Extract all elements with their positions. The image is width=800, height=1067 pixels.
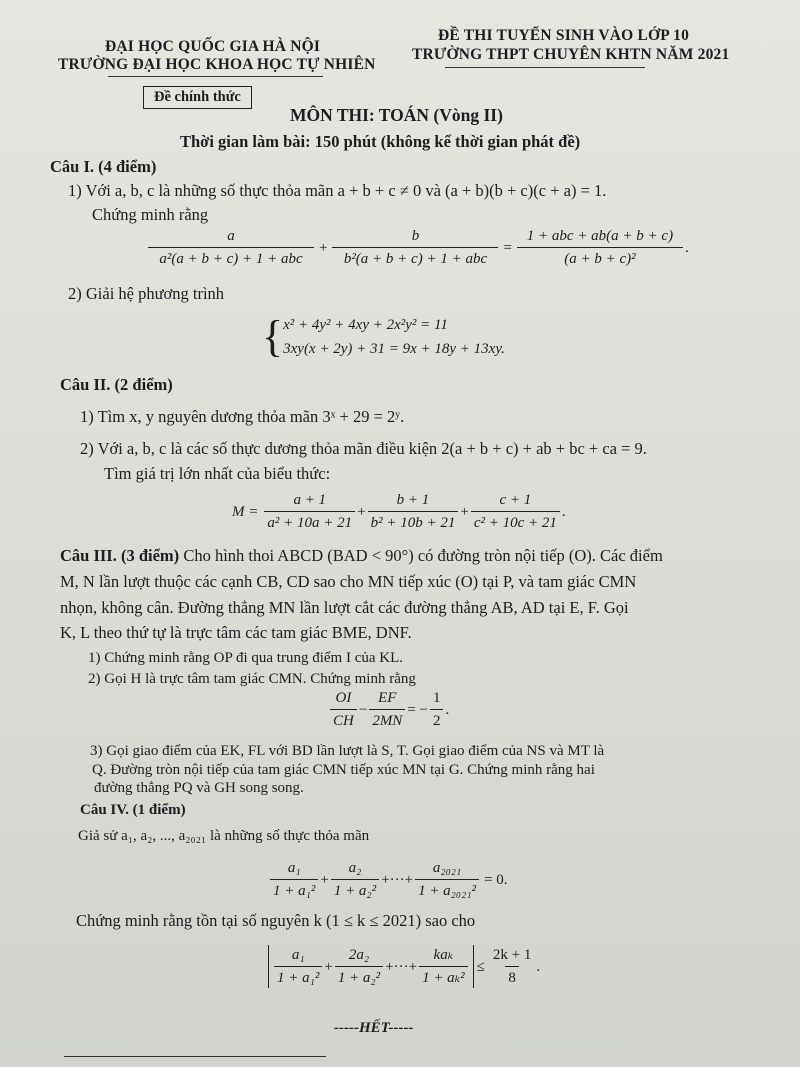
ineq-fraction-1: $\frac{\text{a₁}}{\text{1 + a₁²}}$ — [274, 945, 322, 988]
q3-line-3: nhọn, không cân. Đường thẳng MN lần lượt cắt các đường thẳng AB, AD tại E, F. Gọi — [60, 598, 629, 617]
question-1-title: Câu I. (4 điểm) — [50, 157, 157, 176]
subject-title: MÔN THI: TOÁN (Vòng II) — [290, 105, 503, 125]
sum-fraction-1: $\frac{\text{a₁}}{\text{1 + a₁²}}$ — [270, 858, 318, 901]
q2-part2-find: Tìm giá trị lớn nhất của biểu thức: — [104, 464, 331, 483]
q1-rhs-fraction: $\frac{\text{1 + abc + ab(a + b + c)}}{\text{(a + b + c)²}}$ — [517, 226, 683, 269]
time-limit: Thời gian làm bài: 150 phút (không kể thời gian phát đề) — [180, 132, 581, 151]
question-4-title: Câu IV. (1 điểm) — [80, 802, 186, 818]
q3-part3-line-2: Q. Đường tròn nội tiếp của tam giác CMN tiếp xúc MN tại G. Chứng minh rằng hai — [92, 762, 595, 778]
q3-line-4: K, L theo thứ tự là trực tâm các tam giác BME, DNF. — [60, 623, 412, 642]
sum-fraction-2: $\frac{\text{a₂}}{\text{1 + a₂²}}$ — [331, 858, 379, 901]
q1-identity: $\frac{a}{\text{a²(a + b + c) + 1 + abc}}$ + $\frac{b}{\text{b²(a + b + c) + 1 + abc}}$ = $\frac{\text{1 + abc + ab(a + b + c)}}{\text{(a + b + c)²}}$ . — [146, 226, 689, 269]
question-2-title: Câu II. (2 điểm) — [60, 375, 173, 394]
end-marker: -----HẾT----- — [334, 1020, 414, 1036]
exam-title: ĐỀ THI TUYỂN SINH VÀO LỚP 10 — [438, 27, 690, 44]
q1-system — [262, 313, 505, 361]
system-eq-1: x² + 4y² + 4xy + 2x²y² = 11 — [283, 317, 448, 333]
official-exam-box: Đề chính thức — [143, 86, 252, 109]
absolute-value: $\frac{\text{a₁}}{\text{1 + a₁²}}$ + $\frac{\text{2a₂}}{\text{1 + a₂²}}$ +···+ $\frac{\text{kaₖ}}{\text{1 + aₖ²}}$ — [268, 945, 474, 988]
q1-fraction-2: $\frac{b}{\text{b²(a + b + c) + 1 + abc}}$ — [332, 226, 498, 269]
q1-part2-intro: 2) Giải hệ phương trình — [68, 284, 225, 303]
sum-fraction-last: $\frac{\text{a₂₀₂₁}}{\text{1 + a₂₀₂₁²}}$ — [415, 858, 479, 901]
q1-part1-intro: 1) Với a, b, c là những số thực thỏa mãn a + b + c ≠ 0 và (a + b)(b + c)(c + a) = 1. — [68, 181, 607, 200]
question-3-title: Câu III. (3 điểm) — [60, 546, 180, 565]
university-name: ĐẠI HỌC QUỐC GIA HÀ NỘI — [105, 38, 321, 55]
header-underline-right — [445, 67, 645, 68]
system-eq-2: 3xy(x + 2y) + 31 = 9x + 18y + 13xy. — [283, 341, 505, 357]
m-fraction-1: $\frac{a + 1}{\text{a² + 10a + 21}}$ — [264, 490, 355, 533]
q3-ratio-identity: $\frac{OI}{CH}$ − $\frac{EF}{2MN}$ = − $\frac{1}{2}$ . — [328, 688, 449, 731]
ineq-fraction-k: $\frac{\text{kaₖ}}{\text{1 + aₖ²}}$ — [419, 945, 468, 988]
q3-part3-line-1: 3) Gọi giao điểm của EK, FL với BD lần lượt là S, T. Gọi giao điểm của NS và MT là — [90, 743, 605, 759]
ineq-fraction-2: $\frac{\text{2a₂}}{\text{1 + a₂²}}$ — [335, 945, 383, 988]
q3-line-2: M, N lần lượt thuộc các cạnh CB, CD sao cho MN tiếp xúc (O) tại P, và tam giác CMN — [60, 572, 637, 591]
m-fraction-2: $\frac{b + 1}{\text{b² + 10b + 21}}$ — [368, 490, 459, 533]
school-name: TRƯỜNG THPT CHUYÊN KHTN NĂM 2021 — [412, 46, 730, 63]
q1-fraction-1: $\frac{a}{\text{a²(a + b + c) + 1 + abc}}$ — [148, 226, 314, 269]
q3-part3-line-3: đường thẳng PQ và GH song song. — [94, 780, 304, 796]
q3-part2: 2) Gọi H là trực tâm tam giác CMN. Chứng minh rằng — [88, 671, 416, 687]
q3-part1: 1) Chứng minh rằng OP đi qua trung điểm I của KL. — [88, 650, 404, 666]
system-brace: { — [262, 312, 284, 361]
q2-part1: 1) Tìm x, y nguyên dương thỏa mãn 3ˣ + 29 = 2ʸ. — [80, 407, 405, 426]
q1-part1-prove: Chứng minh rằng — [92, 205, 209, 224]
q4-intro: Giả sử a₁, a₂, ..., a₂₀₂₁ là những số thực thỏa mãn — [78, 828, 370, 844]
ratio-oi-ch: $\frac{OI}{CH}$ — [330, 688, 357, 731]
q4-sum-equation: $\frac{\text{a₁}}{\text{1 + a₁²}}$ + $\frac{\text{a₂}}{\text{1 + a₂²}}$ +···+ $\frac{\text{a₂₀₂₁}}{\text{1 + a₂₀₂₁²}}$ = 0. — [268, 858, 508, 901]
footer-rule — [64, 1056, 326, 1057]
faculty-name: TRƯỜNG ĐẠI HỌC KHOA HỌC TỰ NHIÊN — [58, 56, 376, 73]
header-underline-left — [108, 76, 323, 77]
q4-prove: Chứng minh rằng tồn tại số nguyên k (1 ≤ k ≤ 2021) sao cho — [76, 911, 476, 930]
ineq-rhs: $\frac{2k + 1}{8}$ — [492, 947, 532, 986]
q3-line-1: Câu III. (3 điểm) Cho hình thoi ABCD (BAD < 90°) có đường tròn nội tiếp (O). Các điểm — [60, 546, 663, 565]
ratio-rhs: $\frac{1}{2}$ — [430, 688, 444, 731]
q4-inequality: $\frac{\text{a₁}}{\text{1 + a₁²}}$ + $\frac{\text{2a₂}}{\text{1 + a₂²}}$ +···+ $\frac{\text{kaₖ}}{\text{1 + aₖ²}}$ ≤ $\frac{2k + 1}{8}$ . — [268, 945, 540, 988]
m-fraction-3: $\frac{c + 1}{\text{c² + 10c + 21}}$ — [471, 490, 560, 533]
ratio-ef-2mn: $\frac{EF}{2MN}$ — [369, 688, 405, 731]
q2-part2-intro: 2) Với a, b, c là các số thực dương thỏa mãn điều kiện 2(a + b + c) + ab + bc + ca = 9. — [80, 439, 647, 458]
q2-expression-M: M = $\frac{a + 1}{\text{a² + 10a + 21}}$ + $\frac{b + 1}{\text{b² + 10b + 21}}$ + $\frac{c + 1}{\text{c² + 10c + 21}}$ . — [232, 492, 566, 531]
